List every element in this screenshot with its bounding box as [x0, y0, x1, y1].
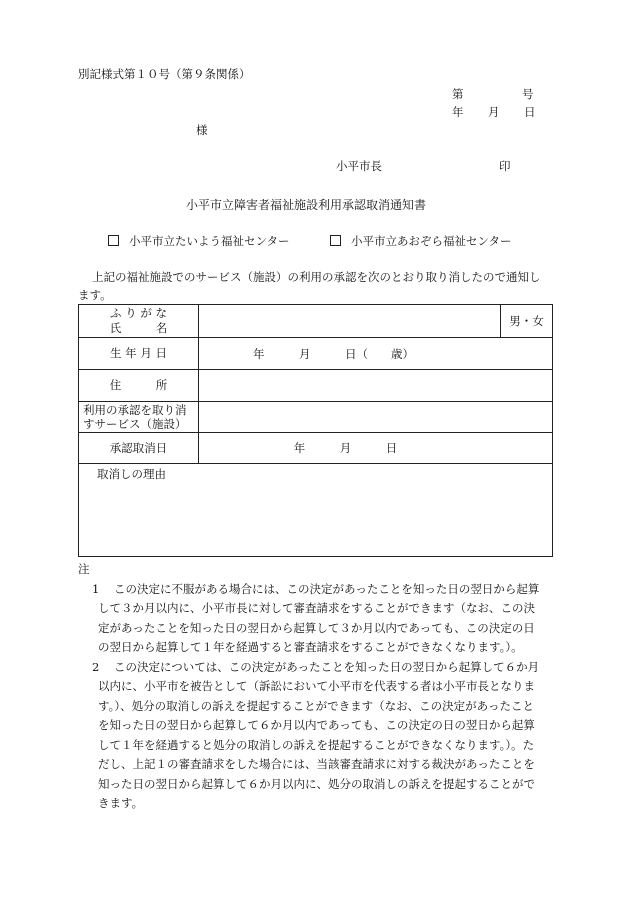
name-row: [79, 305, 553, 338]
form-number: 別記様式第１０号（第９条関係）: [78, 67, 251, 81]
notes-heading: 注: [78, 562, 90, 576]
note-line: す。）、処分の取消しの訴えを提起することができます（なお、この決定があったこと: [98, 698, 534, 713]
gender-field[interactable]: 男・女: [501, 305, 553, 338]
note-line: きます。: [98, 796, 144, 810]
cancel-date-field[interactable]: 年 月 日: [199, 433, 553, 464]
name-label-cell: [79, 305, 199, 338]
date-day-label: 日: [524, 105, 536, 119]
facility-option-aozora[interactable]: [330, 233, 512, 249]
form-table: [78, 304, 553, 557]
cancel-date-label: 承認取消日: [79, 433, 199, 464]
intro-line-2: ます。: [78, 288, 112, 302]
document-title: 小平市立障害者福祉施設利用承認取消通知書: [186, 198, 427, 212]
facility-label: 小平市立たいよう福祉センター: [129, 234, 290, 248]
facility-option-taiyou[interactable]: [108, 233, 290, 249]
notes-section: [78, 560, 556, 814]
address-field[interactable]: [199, 370, 553, 402]
number-label: 第: [452, 87, 464, 101]
service-label-line-2: すサービス（施設）: [83, 417, 187, 431]
reason-row: [79, 464, 553, 557]
addressee-suffix: 様: [196, 123, 208, 137]
note-line: この決定に不服がある場合には、この決定があったことを知った日の翌日から起算: [114, 581, 540, 596]
reason-label: 取消しの理由: [97, 467, 166, 481]
birthdate-row: [79, 338, 553, 370]
cancel-date-row: [79, 433, 553, 464]
seal-mark: 印: [499, 159, 511, 173]
birthdate-label: 生 年 月 日: [79, 338, 199, 370]
date-month-label: 月: [488, 105, 500, 119]
service-label-cell: [79, 402, 199, 433]
furigana-label: ふ り が な: [110, 306, 167, 320]
note-line: 以内に、小平市を被告として（訴訟において小平市を代表する者は小平市長となりま: [98, 679, 535, 693]
checkbox-icon[interactable]: [108, 235, 119, 246]
date-year-label: 年: [452, 105, 464, 119]
note-line: の翌日から起算して１年を経過すると審査請求をすることができなくなります。）。: [98, 640, 523, 654]
number-suffix: 号: [522, 87, 534, 101]
note-line: だし、上記１の審査請求をした場合には、当該審査請求に対する裁決があったことを: [98, 757, 535, 771]
issuer-name: 小平市長: [336, 159, 382, 173]
note-line: 定があったことを知った日の翌日から起算して３か月以内であっても、この決定の日: [98, 620, 535, 635]
facility-label: 小平市立あおぞら福祉センター: [351, 234, 512, 248]
service-label-line-1: 利用の承認を取り消: [83, 403, 187, 417]
reason-field[interactable]: [79, 464, 553, 557]
note-line: を知った日の翌日から起算して６か月以内であっても、この決定の日の翌日から起算: [98, 718, 535, 732]
note-line: 知った日の翌日から起算して６か月以内に、処分の取消しの訴えを提起することがで: [98, 776, 535, 791]
checkbox-icon[interactable]: [330, 235, 341, 246]
name-field[interactable]: [199, 305, 501, 338]
name-label: 氏 名: [109, 321, 168, 335]
note-line: この決定については、この決定があったことを知った日の翌日から起算して６か月: [114, 659, 540, 674]
note-item-2: [78, 658, 556, 814]
address-label: 住 所: [79, 370, 199, 402]
service-row: [79, 402, 553, 433]
intro-line-1: 上記の福祉施設でのサービス（施設）の利用の承認を次のとおり取り消したので通知し: [92, 270, 541, 284]
address-row: [79, 370, 553, 402]
note-line: して１年を経過すると処分の取消しの訴えを提起することができなくなります。）。た: [98, 737, 535, 752]
note-item-1: [78, 580, 556, 658]
note-number: 2: [92, 659, 100, 674]
note-number: 1: [92, 581, 100, 596]
birthdate-field[interactable]: 年 月 日（ 歳）: [199, 338, 553, 370]
service-field[interactable]: [199, 402, 553, 433]
note-line: して３か月以内に、小平市長に対して審査請求をすることができます（なお、この決: [98, 601, 535, 615]
